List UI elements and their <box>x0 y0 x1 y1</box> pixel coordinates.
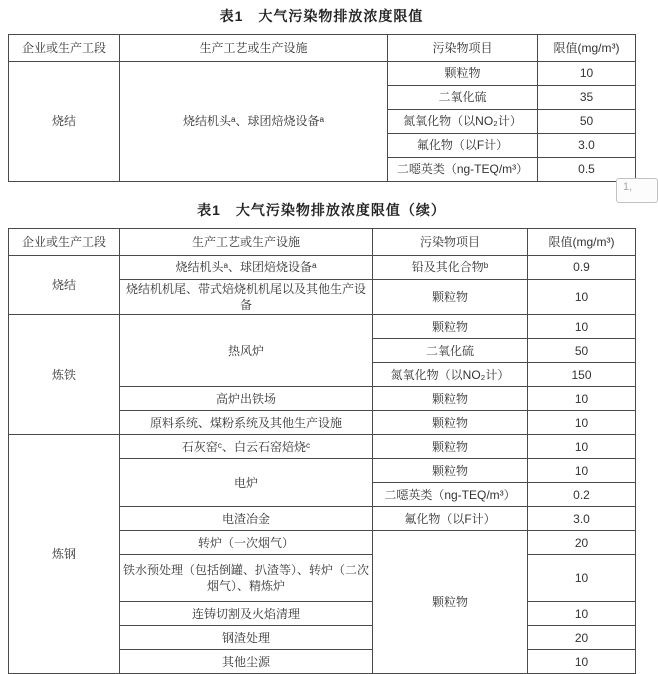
table-cell: 10 <box>528 602 636 626</box>
column-header: 企业或生产工段 <box>9 229 120 256</box>
table-row <box>9 315 636 339</box>
table-cell: 10 <box>528 650 636 674</box>
emission-limits-table <box>8 34 636 182</box>
table-cell: 烧结机机尾、带式焙烧机机尾以及其他生产设备 <box>120 280 373 315</box>
table-cell: 50 <box>538 110 636 134</box>
table-cell: 3.0 <box>528 507 636 531</box>
table-cell: 10 <box>528 315 636 339</box>
table-cell: 0.9 <box>528 256 636 280</box>
table-cell: 石灰窑ᶜ、白云石窑焙烧ᶜ <box>120 435 373 459</box>
table-cell: 连铸切割及火焰清理 <box>120 602 373 626</box>
table-cell: 颗粒物 <box>373 315 528 339</box>
table-cell: 电渣冶金 <box>120 507 373 531</box>
table-cell: 颗粒物 <box>373 531 528 674</box>
table-cell: 二噁英类（ng-TEQ/m³） <box>373 483 528 507</box>
emission-limits-table-continued <box>8 228 636 674</box>
table-cell: 铅及其化合物ᵇ <box>373 256 528 280</box>
column-header: 生产工艺或生产设施 <box>120 35 388 62</box>
table-cell: 其他尘源 <box>120 650 373 674</box>
table-cell: 原料系统、煤粉系统及其他生产设施 <box>120 411 373 435</box>
table1-title: 表1 大气污染物排放浓度限值 <box>219 8 424 24</box>
table-row <box>9 62 636 86</box>
table-cell: 铁水预处理（包括倒罐、扒渣等）、转炉（二次烟气）、精炼炉 <box>120 555 373 602</box>
document-page <box>0 7 643 669</box>
table-cell: 10 <box>528 435 636 459</box>
table-cell: 热风炉 <box>120 315 373 387</box>
table-header-row <box>9 35 636 62</box>
table-cell: 颗粒物 <box>373 459 528 483</box>
column-header: 污染物项目 <box>373 229 528 256</box>
table-cell: 烧结 <box>9 62 120 182</box>
table-cell: 二氧化硫 <box>373 339 528 363</box>
table-cell: 高炉出铁场 <box>120 387 373 411</box>
table-cell: 10 <box>528 459 636 483</box>
table-cell: 氮氧化物（以NO₂计） <box>373 363 528 387</box>
column-header: 限值(mg/m³) <box>528 229 636 256</box>
table-cell: 烧结机头ᵃ、球团焙烧设备ᵃ <box>120 62 388 182</box>
table-cell: 氟化物（以F计） <box>373 507 528 531</box>
table-cell: 35 <box>538 86 636 110</box>
table-cell: 0.5 <box>538 158 636 182</box>
table-cell: 颗粒物 <box>373 411 528 435</box>
table-cell: 烧结机头ᵃ、球团焙烧设备ᵃ <box>120 256 373 280</box>
table-cell: 10 <box>528 555 636 602</box>
table-cell: 颗粒物 <box>388 62 538 86</box>
table-cell: 3.0 <box>538 134 636 158</box>
table-cell: 炼钢 <box>9 435 120 674</box>
table-cell: 炼铁 <box>9 315 120 435</box>
table-cell: 电炉 <box>120 459 373 507</box>
table-cell: 0.2 <box>528 483 636 507</box>
table-cell: 转炉（一次烟气） <box>120 531 373 555</box>
table-cell: 10 <box>538 62 636 86</box>
page-indicator-text: 1, <box>623 181 633 193</box>
table-cell: 颗粒物 <box>373 387 528 411</box>
table-cell: 钢渣处理 <box>120 626 373 650</box>
table2-title: 表1 大气污染物排放浓度限值（续） <box>197 202 446 218</box>
column-header: 限值(mg/m³) <box>538 35 636 62</box>
table-cell: 10 <box>528 387 636 411</box>
table-cell: 二氧化硫 <box>388 86 538 110</box>
table-cell: 氮氧化物（以NO₂计） <box>388 110 538 134</box>
table-cell: 50 <box>528 339 636 363</box>
page-indicator-badge[interactable] <box>616 178 658 203</box>
table-cell: 二噁英类（ng-TEQ/m³） <box>388 158 538 182</box>
table-row <box>9 435 636 459</box>
table-cell: 颗粒物 <box>373 280 528 315</box>
column-header: 企业或生产工段 <box>9 35 120 62</box>
table-header-row <box>9 229 636 256</box>
table-cell: 10 <box>528 280 636 315</box>
column-header: 污染物项目 <box>388 35 538 62</box>
table-row <box>9 256 636 280</box>
table-cell: 20 <box>528 531 636 555</box>
table-cell: 10 <box>528 411 636 435</box>
table-cell: 氟化物（以F计） <box>388 134 538 158</box>
table-cell: 烧结 <box>9 256 120 315</box>
table-cell: 150 <box>528 363 636 387</box>
table-cell: 颗粒物 <box>373 435 528 459</box>
table-cell: 20 <box>528 626 636 650</box>
column-header: 生产工艺或生产设施 <box>120 229 373 256</box>
